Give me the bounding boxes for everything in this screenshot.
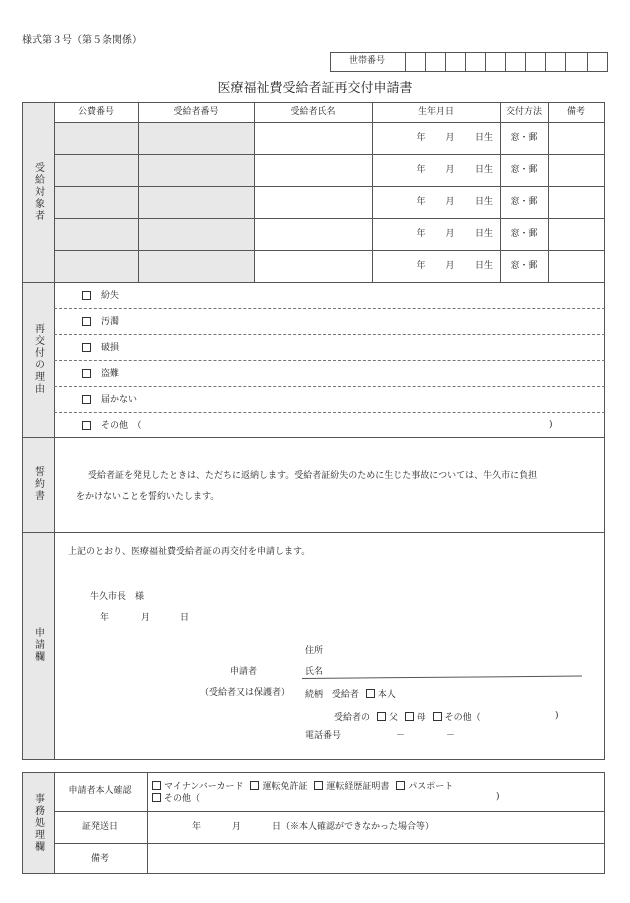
id-option-mynumber-label: マイナンバーカード (164, 782, 244, 792)
reason-lost-label: 紛失 (101, 291, 120, 301)
application-section-label: 申請欄 (32, 627, 44, 663)
applicant-label: 申請者 (230, 667, 258, 677)
application-date-year: 年 (100, 613, 110, 623)
row5-recipient-no-cell[interactable] (139, 251, 253, 281)
relation-line-1 (305, 689, 396, 700)
issue-date-label: 証発送日 (81, 822, 119, 832)
row4-year: 年 (416, 229, 426, 239)
reason-damaged[interactable] (82, 343, 119, 353)
office-section-label: 事務処理欄 (32, 793, 44, 853)
pledge-line-2: をかけないことを誓約いたします。 (76, 492, 220, 502)
phone-dash-1: － (396, 731, 406, 741)
pledge-section-label: 誓約書 (32, 466, 44, 502)
office-remarks-input[interactable] (150, 846, 603, 872)
relation-self-option[interactable] (362, 690, 396, 700)
header-recipient-name: 受給者氏名 (290, 107, 336, 117)
id-option-driving-history-label: 運転経歴証明書 (326, 782, 390, 792)
reason-other-input[interactable] (160, 416, 545, 434)
row5-day: 日生 (474, 261, 494, 271)
row1-delivery[interactable]: 窓・郵 (510, 133, 538, 143)
checkbox-icon (377, 712, 386, 721)
reason-not-delivered[interactable] (82, 395, 137, 405)
header-public-no: 公費番号 (77, 107, 115, 117)
row3-recipient-no-cell[interactable] (139, 187, 253, 217)
checkbox-icon (82, 395, 91, 404)
reason-other-label: その他 （ (101, 421, 142, 431)
phone-dash-2: － (446, 731, 456, 741)
household-number-input[interactable] (406, 53, 607, 71)
reason-stolen-label: 盗難 (101, 369, 120, 379)
reason-soiled-label: 汚濁 (101, 317, 120, 327)
row3-name-cell[interactable] (255, 187, 371, 217)
row3-year: 年 (416, 197, 426, 207)
row3-month: 月 (445, 197, 455, 207)
issue-year: 年 (192, 822, 202, 832)
checkbox-icon (82, 343, 91, 352)
row5-month: 月 (445, 261, 455, 271)
phone-input[interactable] (355, 727, 475, 743)
phone-label: 電話番号 (305, 731, 342, 741)
id-other-input[interactable] (210, 789, 490, 803)
reason-lost[interactable] (82, 291, 119, 301)
relation-line-2 (334, 712, 481, 723)
row2-delivery[interactable]: 窓・郵 (510, 165, 538, 175)
name-input[interactable] (330, 663, 580, 677)
row5-remarks-cell[interactable] (549, 251, 604, 281)
row4-remarks-cell[interactable] (549, 219, 604, 249)
issue-month: 月 (232, 822, 242, 832)
header-delivery: 交付方法 (505, 107, 543, 117)
relation-of-label: 受給者の (334, 713, 371, 723)
page-title: 医療福祉費受給者証再交付申請書 (217, 81, 413, 96)
reason-stolen[interactable] (82, 369, 119, 379)
row5-public-no-cell[interactable] (55, 251, 137, 281)
row5-year: 年 (416, 261, 426, 271)
row2-recipient-no-cell[interactable] (139, 155, 253, 185)
id-option-passport-label: パスポート (408, 782, 454, 792)
issue-day-note: 日（※本人確認ができなかった場合等） (272, 822, 435, 832)
header-dob: 生年月日 (417, 107, 455, 117)
row2-public-no-cell[interactable] (55, 155, 137, 185)
row2-month: 月 (445, 165, 455, 175)
row5-delivery[interactable]: 窓・郵 (510, 261, 538, 271)
application-date-month: 月 (141, 613, 151, 623)
household-number-label: 世帯番号 (348, 56, 386, 66)
row4-recipient-no-cell[interactable] (139, 219, 253, 249)
checkbox-icon (433, 712, 442, 721)
header-recipient-no: 受給者番号 (173, 107, 219, 117)
id-option-other-label: その他（ (164, 794, 201, 804)
relation-other-close: ) (555, 711, 559, 721)
row2-day: 日生 (474, 165, 494, 175)
form-number: 様式第３号（第５条関係） (22, 35, 142, 46)
checkbox-icon (82, 421, 91, 430)
checkbox-icon (366, 689, 375, 698)
row2-year: 年 (416, 165, 426, 175)
checkbox-icon (152, 781, 161, 790)
row1-year: 年 (416, 133, 426, 143)
relation-other-input[interactable] (500, 708, 550, 724)
application-statement: 上記のとおり、医療福祉費受給者証の再交付を申請します。 (68, 547, 311, 557)
relation-self-label: 本人 (377, 690, 396, 700)
row3-day: 日生 (474, 197, 494, 207)
row3-delivery[interactable]: 窓・郵 (510, 197, 538, 207)
relation-father-label: 父 (388, 713, 398, 723)
id-option-other[interactable] (152, 793, 200, 804)
relation-mother-label: 母 (416, 713, 426, 723)
relation-recipient: 受給者 (331, 690, 359, 700)
name-label: 氏名 (305, 667, 324, 677)
row1-remarks-cell[interactable] (549, 123, 604, 153)
id-other-close: ) (496, 792, 500, 802)
id-check-label: 申請者本人確認 (68, 786, 132, 796)
row4-day: 日生 (474, 229, 494, 239)
row4-name-cell[interactable] (255, 219, 371, 249)
row5-name-cell[interactable] (255, 251, 371, 281)
guardian-note: （受給者又は保護者） (200, 688, 291, 698)
row4-public-no-cell[interactable] (55, 219, 137, 249)
checkbox-icon (82, 291, 91, 300)
row1-day: 日生 (474, 133, 494, 143)
address-input[interactable] (330, 642, 580, 658)
recipients-section-label: 受給対象者 (32, 162, 44, 222)
row4-month: 月 (445, 229, 455, 239)
relation-label: 続柄 (305, 690, 324, 700)
application-date-day: 日 (180, 613, 190, 623)
checkbox-icon (82, 317, 91, 326)
relation-mother-option[interactable] (401, 713, 426, 723)
checkbox-icon (82, 369, 91, 378)
reason-not-delivered-label: 届かない (101, 395, 138, 405)
row3-remarks-cell[interactable] (549, 187, 604, 217)
row2-name-cell[interactable] (255, 155, 371, 185)
relation-other-label: その他（ (444, 713, 481, 723)
reason-other[interactable] (82, 421, 142, 431)
row1-month: 月 (445, 133, 455, 143)
office-remarks-label: 備考 (90, 854, 110, 864)
reason-other-close: ) (549, 420, 553, 430)
row4-delivery[interactable]: 窓・郵 (510, 229, 538, 239)
row1-name-cell[interactable] (255, 123, 371, 153)
header-remarks: 備考 (566, 107, 586, 117)
reason-soiled[interactable] (82, 317, 119, 327)
address-label: 住所 (305, 646, 324, 656)
reason-damaged-label: 破損 (101, 343, 120, 353)
row1-public-no-cell[interactable] (55, 123, 137, 153)
row1-recipient-no-cell[interactable] (139, 123, 253, 153)
row2-remarks-cell[interactable] (549, 155, 604, 185)
reasons-section-label: 再交付の理由 (32, 323, 44, 395)
relation-father-option[interactable] (373, 713, 398, 723)
row3-public-no-cell[interactable] (55, 187, 137, 217)
relation-other-option[interactable] (429, 713, 481, 723)
pledge-line-1: 受給者証を発見したときは、ただちに返納します。受給者証紛失のために生じた事故については、牛久市に負担 (88, 471, 538, 481)
checkbox-icon (152, 793, 161, 802)
mayor-addressee: 牛久市長 様 (90, 592, 145, 602)
id-option-license-label: 運転免許証 (262, 782, 308, 792)
checkbox-icon (405, 712, 414, 721)
